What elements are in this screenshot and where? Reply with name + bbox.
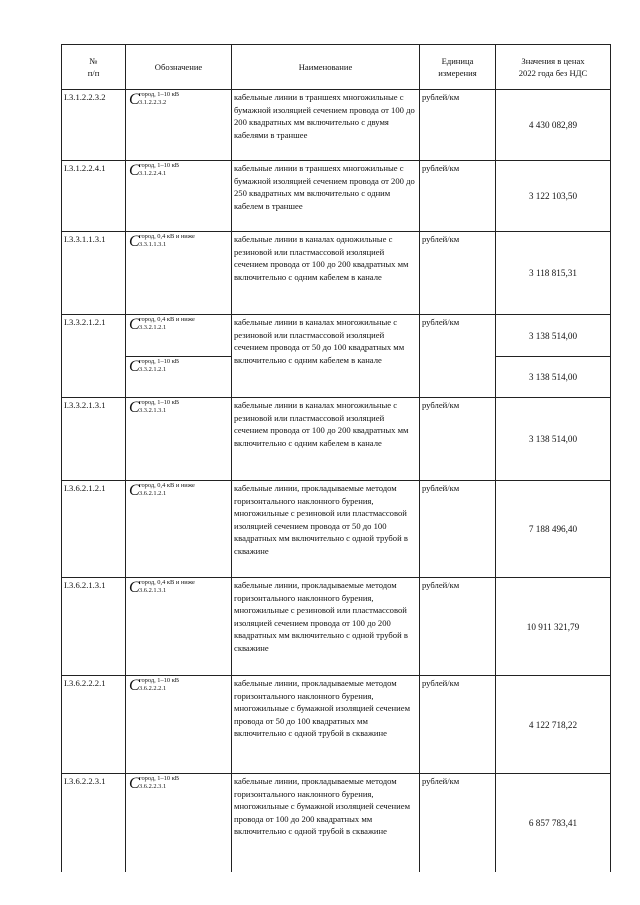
designation-symbol: C город, 0,4 кВ и ниже 3.3.2.1.2.1 [126, 315, 232, 357]
row-number: I.3.1.2.2.3.2 [62, 90, 126, 161]
row-name: кабельные линии в каналах многожильные с резиновой или пластмассовой изоляцией сечением провода от 100 до 200 квадратных мм включительно с одним кабелем в канале [232, 398, 420, 481]
table-row [62, 398, 611, 481]
row-value: 7 188 496,40 [496, 481, 611, 578]
row-unit: рублей/км [420, 481, 496, 578]
header-num: № п/п [62, 45, 126, 90]
table-row [62, 578, 611, 676]
designation-symbol: C город, 1–10 кВ 3.6.2.2.3.1 [126, 774, 232, 872]
row-number: I.3.1.2.2.4.1 [62, 161, 126, 232]
row-value: 3 122 103,50 [496, 161, 611, 232]
table-row [62, 161, 611, 232]
row-name: кабельные линии, прокладываемые методом горизонтального наклонного бурения, многожильные с бумажной изоляцией сечением провода от 100 до 200 квадратных мм включительно с одной трубой в скважине [232, 774, 420, 872]
row-name: кабельные линии в каналах многожильные с резиновой или пластмассовой изоляцией сечением провода от 50 до 100 квадратных мм включительно с одним кабелем в канале [232, 315, 420, 398]
header-unit: Единица измерения [420, 45, 496, 90]
row-number: I.3.3.1.1.3.1 [62, 232, 126, 315]
designation-symbol: C город, 1–10 кВ 3.1.2.2.4.1 [126, 161, 232, 232]
row-number: I.3.3.2.1.3.1 [62, 398, 126, 481]
row-value: 3 138 514,00 [496, 398, 611, 481]
row-unit: рублей/км [420, 398, 496, 481]
row-number: I.3.6.2.1.2.1 [62, 481, 126, 578]
row-name: кабельные линии, прокладываемые методом горизонтального наклонного бурения, многожильные с резиновой или пластмассовой изоляцией сечением провода от 100 до 200 квадратных мм включительно с одной трубой в скважине [232, 578, 420, 676]
designation-symbol: C город, 1–10 кВ 3.3.2.1.3.1 [126, 398, 232, 481]
row-name: кабельные линии, прокладываемые методом горизонтального наклонного бурения, многожильные с резиновой или пластмассовой изоляцией сечением провода от 50 до 100 квадратных мм включительно с одной трубой в скважине [232, 481, 420, 578]
row-unit: рублей/км [420, 676, 496, 774]
header-name: Наименование [232, 45, 420, 90]
table-row [62, 774, 611, 872]
row-value: 4 122 718,22 [496, 676, 611, 774]
designation-symbol: C город, 0,4 кВ и ниже 3.3.1.1.3.1 [126, 232, 232, 315]
table-row [62, 676, 611, 774]
designation-symbol: C город, 1–10 кВ 3.6.2.2.2.1 [126, 676, 232, 774]
row-value: 4 430 082,89 [496, 90, 611, 161]
table-row [62, 90, 611, 161]
row-unit: рублей/км [420, 232, 496, 315]
row-value: 10 911 321,79 [496, 578, 611, 676]
row-name: кабельные линии, прокладываемые методом горизонтального наклонного бурения, многожильные с бумажной изоляцией сечением провода от 50 до 100 квадратных мм включительно с одной трубой в скважине [232, 676, 420, 774]
tariff-table-page [61, 44, 610, 872]
row-value: 3 138 514,00 [496, 357, 611, 398]
row-number: I.3.6.2.2.3.1 [62, 774, 126, 872]
table-row [62, 481, 611, 578]
table-row [62, 232, 611, 315]
designation-symbol: C город, 1–10 кВ 3.1.2.2.3.2 [126, 90, 232, 161]
tariff-table [61, 44, 611, 872]
row-unit: рублей/км [420, 774, 496, 872]
row-unit: рублей/км [420, 578, 496, 676]
designation-symbol: C город, 0,4 кВ и ниже 3.6.2.1.2.1 [126, 481, 232, 578]
row-number: I.3.3.2.1.2.1 [62, 315, 126, 398]
designation-symbol: C город, 0,4 кВ и ниже 3.6.2.1.3.1 [126, 578, 232, 676]
row-number: I.3.6.2.1.3.1 [62, 578, 126, 676]
row-value: 3 118 815,31 [496, 232, 611, 315]
row-name: кабельные линии в каналах одножильные с резиновой или пластмассовой изоляцией сечением провода от 100 до 200 квадратных мм включительно с одним кабелем в канале [232, 232, 420, 315]
header-designation: Обозначение [126, 45, 232, 90]
table-header-row [62, 45, 611, 90]
header-value: Значения в ценах 2022 года без НДС [496, 45, 611, 90]
row-unit: рублей/км [420, 161, 496, 232]
row-unit: рублей/км [420, 90, 496, 161]
designation-symbol: C город, 1–10 кВ 3.3.2.1.2.1 [126, 357, 232, 398]
row-value: 3 138 514,00 [496, 315, 611, 357]
row-unit: рублей/км [420, 315, 496, 398]
table-row [62, 315, 611, 357]
row-value: 6 857 783,41 [496, 774, 611, 872]
row-number: I.3.6.2.2.2.1 [62, 676, 126, 774]
row-name: кабельные линии в траншеях многожильные с бумажной изоляцией сечением провода от 200 до 250 квадратных мм включительно с одним кабелем в траншее [232, 161, 420, 232]
row-name: кабельные линии в траншеях многожильные с бумажной изоляцией сечением провода от 100 до 200 квадратных мм включительно с двумя кабелями в траншее [232, 90, 420, 161]
